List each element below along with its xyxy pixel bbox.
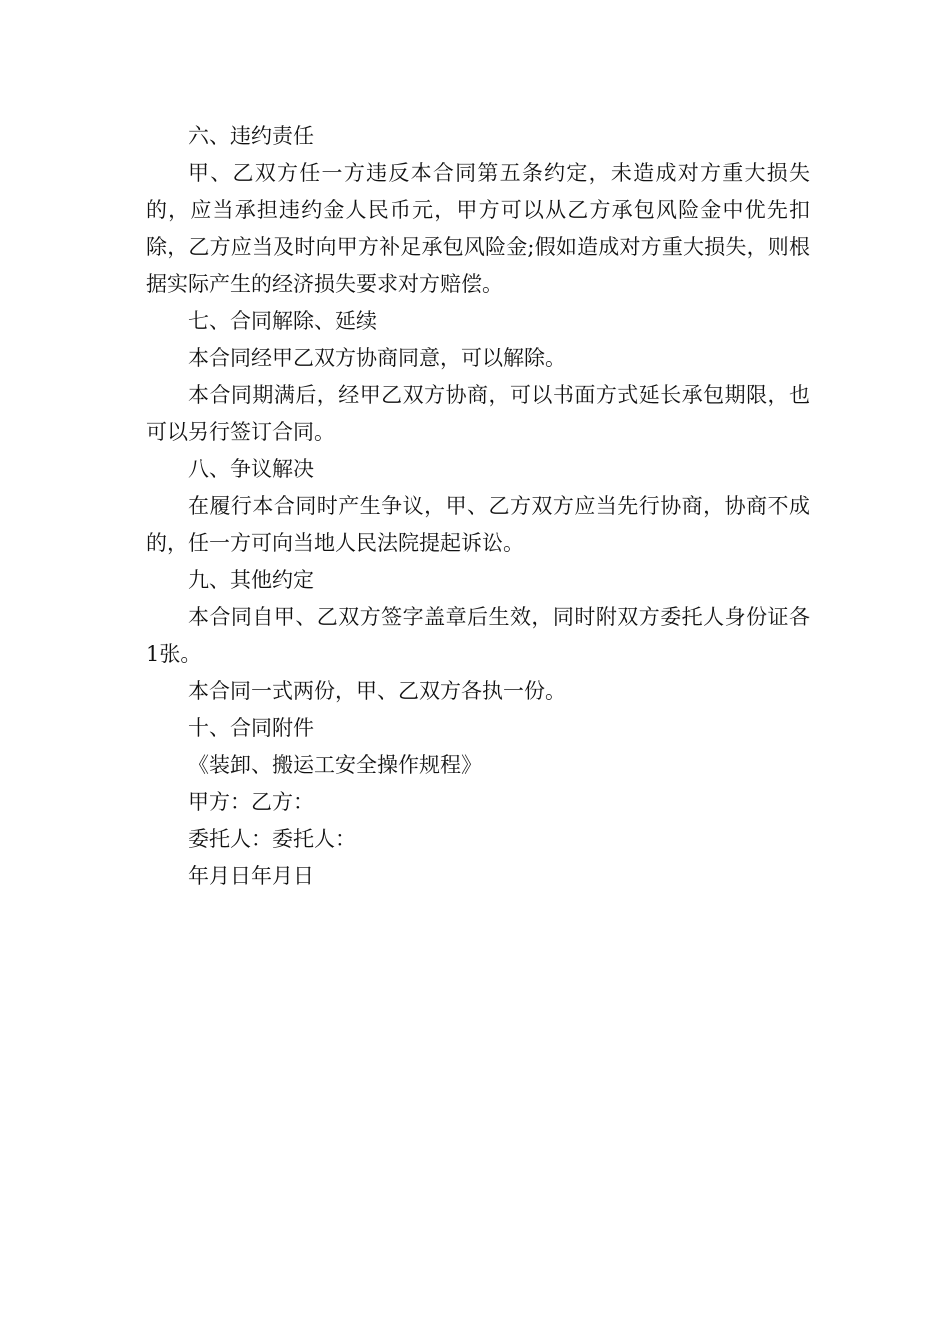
paragraph-termination: 本合同经甲乙双方协商同意，可以解除。 bbox=[188, 346, 566, 370]
section-heading-termination: 七、合同解除、延续 bbox=[188, 309, 377, 333]
section-heading-dispute: 八、争议解决 bbox=[188, 457, 314, 481]
paragraph-renewal: 本合同期满后，经甲乙双方协商，可以书面方式延长承包期限，也可以另行签订合同。 bbox=[146, 383, 810, 444]
signature-agents: 委托人：委托人： bbox=[188, 827, 356, 851]
section-heading-other: 九、其他约定 bbox=[188, 568, 314, 592]
paragraph-effective: 本合同自甲、乙双方签字盖章后生效，同时附双方委托人身份证各1张。 bbox=[146, 605, 810, 666]
section-heading-attachments: 十、合同附件 bbox=[188, 716, 314, 740]
paragraph-attachment-title: 《装卸、搬运工安全操作规程》 bbox=[188, 753, 482, 777]
paragraph-copies: 本合同一式两份，甲、乙双方各执一份。 bbox=[188, 679, 566, 703]
signature-parties: 甲方：乙方： bbox=[188, 790, 314, 814]
document-body bbox=[146, 118, 810, 895]
signature-dates: 年月日年月日 bbox=[188, 864, 314, 888]
paragraph-breach-liability: 甲、乙双方任一方违反本合同第五条约定，未造成对方重大损失的，应当承担违约金人民币元，甲方可以从乙方承包风险金中优先扣除，乙方应当及时向甲方补足承包风险金;假如造成对方重大损失，则根据实际产生的经济损失要求对方赔偿。 bbox=[146, 161, 810, 296]
section-heading-breach: 六、违约责任 bbox=[188, 124, 314, 148]
paragraph-dispute: 在履行本合同时产生争议，甲、乙方双方应当先行协商，协商不成的，任一方可向当地人民法院提起诉讼。 bbox=[146, 494, 810, 555]
